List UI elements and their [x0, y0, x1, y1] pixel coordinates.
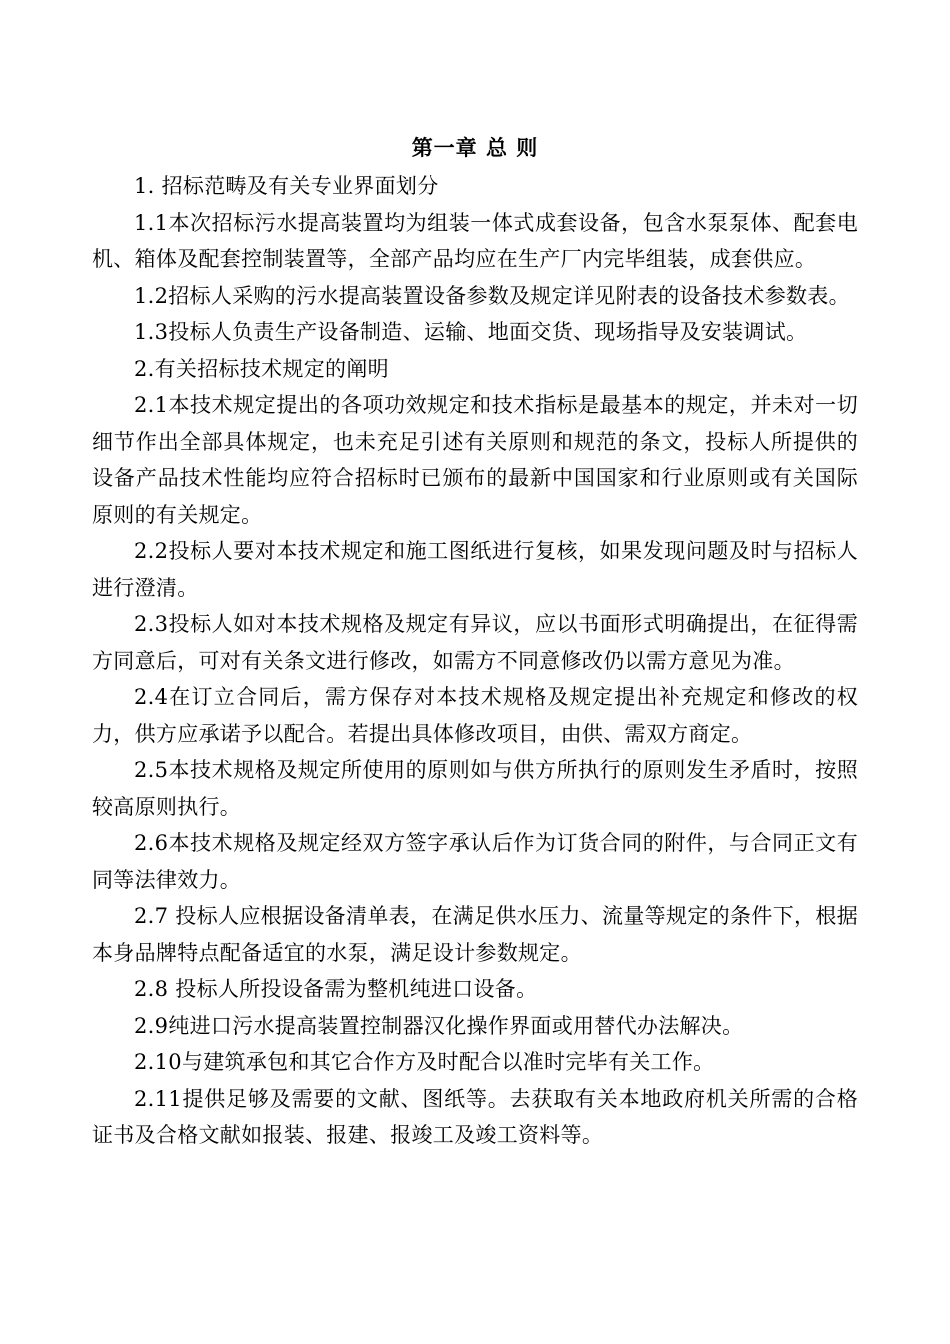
paragraph-2-7: 2.7 投标人应根据设备清单表，在满足供水压力、流量等规定的条件下，根据本身品牌特点配备适宜的水泵，满足设计参数规定。: [92, 904, 858, 965]
paragraph-1-1: 1.1本次招标污水提高装置均为组装一体式成套设备，包含水泵泵体、配套电机、箱体及配套控制装置等，全部产品均应在生产厂内完毕组装，成套供应。: [92, 210, 858, 271]
section-heading-1: 1. 招标范畴及有关专业界面划分: [134, 174, 439, 198]
section-heading-2: 2.有关招标技术规定的阐明: [134, 356, 389, 381]
paragraph-2-6: 2.6本技术规格及规定经双方签字承认后作为订货合同的附件，与合同正文有同等法律效力。: [92, 831, 858, 892]
paragraph-2-2: 2.2投标人要对本技术规定和施工图纸进行复核，如果发现问题及时与招标人进行澄清。: [92, 539, 858, 600]
document-page: [92, 130, 858, 1154]
paragraph-2-8: 2.8 投标人所投设备需为整机纯进口设备。: [134, 977, 538, 1001]
paragraph-1-2: 1.2招标人采购的污水提高装置设备参数及规定详见附表的设备技术参数表。: [134, 283, 850, 308]
paragraph-2-9: 2.9纯进口污水提高装置控制器汉化操作界面或用替代办法解决。: [134, 1013, 744, 1038]
chapter-title: 第一章 总 则: [411, 135, 539, 160]
paragraph-1-3: 1.3投标人负责生产设备制造、运输、地面交货、现场指导及安装调试。: [134, 320, 808, 344]
paragraph-2-10: 2.10与建筑承包和其它合作方及时配合以准时完毕有关工作。: [134, 1050, 715, 1074]
paragraph-2-3: 2.3投标人如对本技术规格及规定有异议，应以书面形式明确提出，在征得需方同意后，可对有关条文进行修改，如需方不同意修改仍以需方意见为准。: [92, 612, 858, 673]
paragraph-2-5: 2.5本技术规格及规定所使用的原则如与供方所执行的原则发生矛盾时，按照较高原则执行。: [92, 758, 858, 819]
paragraph-2-1: 2.1本技术规定提出的各项功效规定和技术指标是最基本的规定，并未对一切细节作出全部具体规定，也未充足引述有关原则和规范的条文，投标人所提供的设备产品技术性能均应符合招标时已颁布的最新中国国家和行业原则或有关国际原则的有关规定。: [92, 393, 858, 527]
paragraph-2-4: 2.4在订立合同后，需方保存对本技术规格及规定提出补充规定和修改的权力，供方应承诺予以配合。若提出具体修改项目，由供、需双方商定。: [92, 685, 858, 746]
paragraph-2-11: 2.11提供足够及需要的文献、图纸等。去获取有关本地政府机关所需的合格证书及合格文献如报装、报建、报竣工及竣工资料等。: [92, 1086, 858, 1147]
